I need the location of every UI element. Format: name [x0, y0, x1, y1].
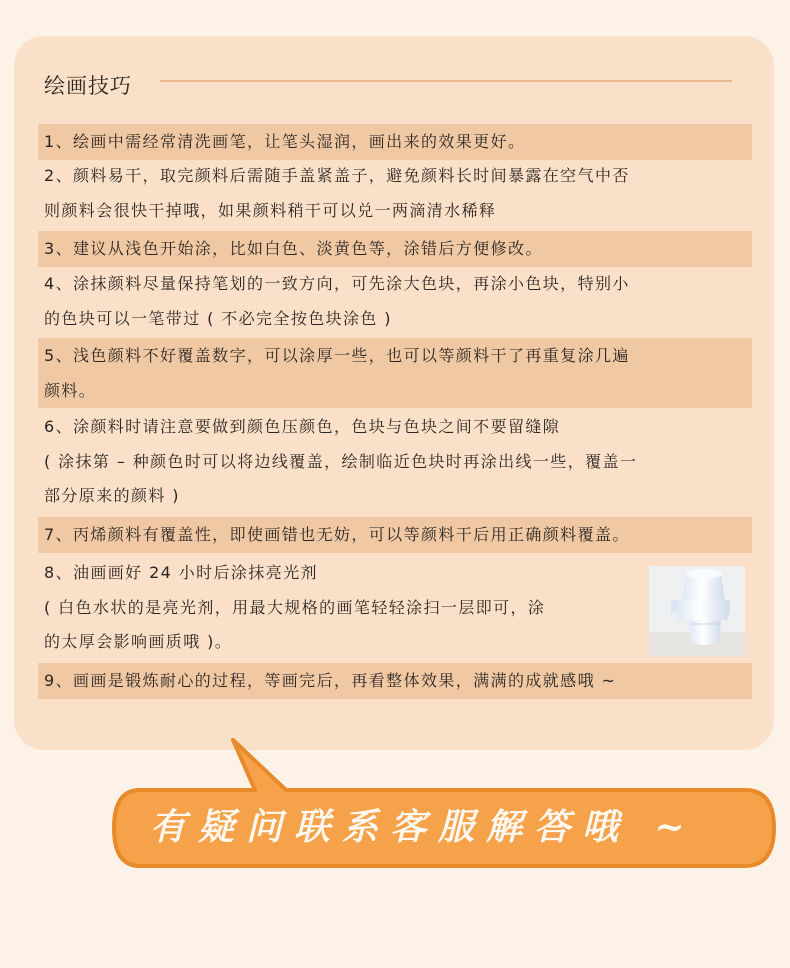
tip-5-line-1: 5、浅色颜料不好覆盖数字，可以涂厚一些，也可以等颜料干了再重复涂几遍: [44, 346, 630, 365]
tip-2-line-1: 2、颜料易干，取完颜料后需随手盖紧盖子，避免颜料长时间暴露在空气中否: [44, 166, 630, 185]
tip-8-line-1: 8、油画画好 24 小时后涂抹亮光剂: [44, 563, 318, 582]
tip-item-6: [38, 409, 752, 513]
tip-6-line-3: 部分原来的颜料 ): [44, 486, 180, 505]
tip-item-7: [38, 517, 752, 553]
tip-6-line-2: ( 涂抹第 – 种颜色时可以将边线覆盖，绘制临近色块时再涂出线一些，覆盖一: [44, 452, 638, 471]
tip-item-8: [38, 555, 752, 659]
tip-item-5: [38, 338, 752, 408]
bottle-cap-drawing: [649, 566, 745, 656]
tip-1-line-1: 1、绘画中需经常清洗画笔，让笔头湿润，画出来的效果更好。: [44, 132, 526, 151]
tip-8-line-2: ( 白色水状的是亮光剂，用最大规格的画笔轻轻涂扫一层即可，涂: [44, 598, 546, 617]
tip-2-line-2: 则颜料会很快干掉哦，如果颜料稍干可以兑一两滴清水稀释: [44, 201, 497, 220]
bottle-cap-image: [649, 566, 745, 656]
tip-item-1: [38, 124, 752, 160]
section-title: 绘画技巧: [44, 74, 132, 98]
tip-item-9: [38, 663, 752, 699]
tip-9-line-1: 9、画画是锻炼耐心的过程，等画完后，再看整体效果，满满的成就感哦 ~: [44, 671, 617, 690]
tip-4-line-1: 4、涂抹颜料尽量保持笔划的一致方向，可先涂大色块，再涂小色块，特别小: [44, 274, 630, 293]
tip-item-4: [38, 266, 752, 336]
tip-4-line-2: 的色块可以一笔带过 ( 不必完全按色块涂色 ): [44, 309, 392, 328]
tip-item-2: [38, 158, 752, 228]
title-divider: [160, 80, 732, 82]
tip-5-line-2: 颜料。: [44, 381, 97, 400]
tip-7-line-1: 7、丙烯颜料有覆盖性，即使画错也无妨，可以等颜料干后用正确颜料覆盖。: [44, 525, 630, 544]
tip-6-line-1: 6、涂颜料时请注意要做到颜色压颜色，色块与色块之间不要留缝隙: [44, 417, 561, 436]
contact-banner-text: 有疑问联系客服解答哦 ~: [150, 806, 697, 848]
tip-3-line-1: 3、建议从浅色开始涂，比如白色、淡黄色等，涂错后方便修改。: [44, 239, 543, 258]
tip-item-3: [38, 231, 752, 267]
tip-8-line-3: 的太厚会影响画质哦 )。: [44, 632, 233, 651]
